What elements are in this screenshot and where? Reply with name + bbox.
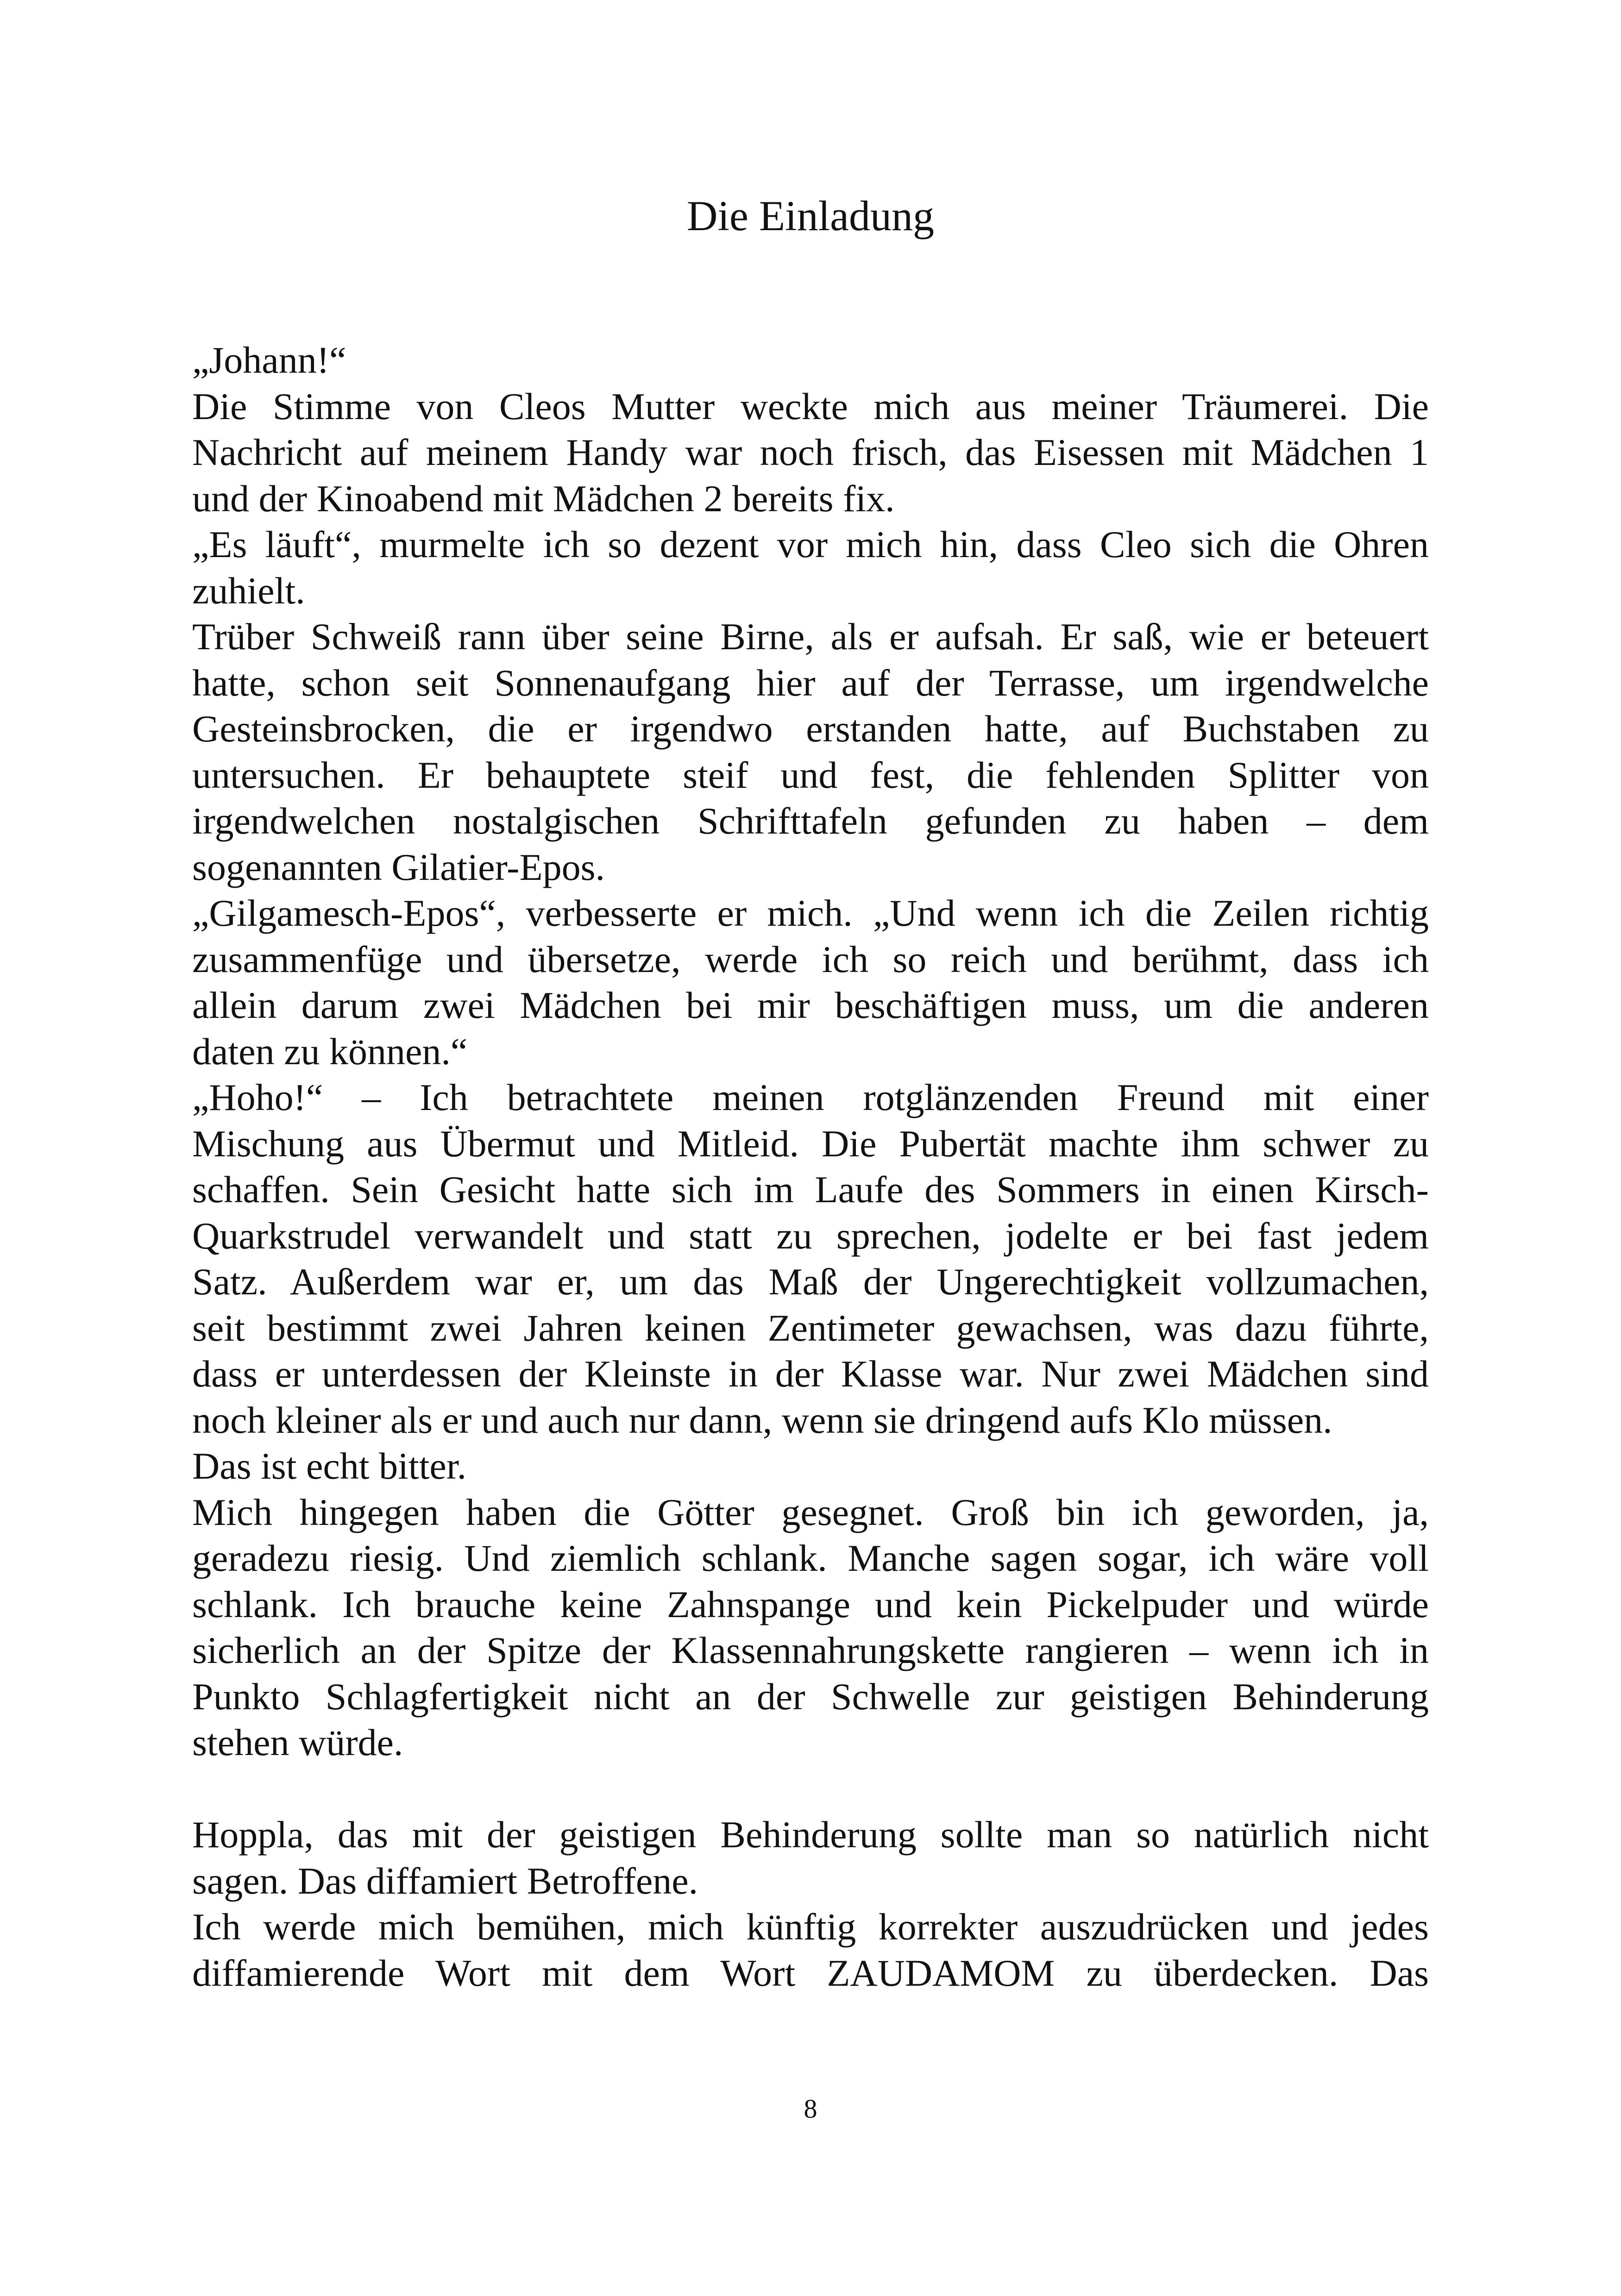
text-line: hatte, schon seit Sonnenaufgang hier auf der Terrasse, um irgendwelche [192,661,1429,704]
text-line: „Hoho!“ – Ich betrachtete meinen rotglänzenden Freund mit einer [192,1076,1429,1118]
text-line: Punkto Schlagfertigkeit nicht an der Schwelle zur geistigen Behinderung [192,1675,1429,1718]
text-line: allein darum zwei Mädchen bei mir beschäftigen muss, um die anderen [192,984,1429,1026]
text-line: und der Kinoabend mit Mädchen 2 bereits fix. [192,477,895,520]
text-line: seit bestimmt zwei Jahren keinen Zentimeter gewachsen, was dazu führte, [192,1306,1429,1349]
text-line: irgendwelchen nostalgischen Schrifttafeln gefunden zu haben – dem [192,800,1429,842]
text-line: Quarkstrudel verwandelt und statt zu sprechen, jodelte er bei fast jedem [192,1214,1429,1257]
blank-line [192,1766,1429,1812]
text-line: schlank. Ich brauche keine Zahnspange und kein Pickelpuder und würde [192,1583,1429,1625]
text-line: Gesteinsbrocken, die er irgendwo erstanden hatte, auf Buchstaben zu [192,708,1429,750]
text-line: sagen. Das diffamiert Betroffene. [192,1859,698,1902]
text-line: Ich werde mich bemühen, mich künftig korrekter auszudrücken und jedes [192,1906,1429,1948]
text-line: schaffen. Sein Gesicht hatte sich im Laufe des Sommers in einen Kirsch- [192,1168,1429,1211]
text-line: „Johann!“ [192,339,346,381]
chapter-title: Die Einladung [687,192,934,239]
text-line: Die Stimme von Cleos Mutter weckte mich aus meiner Träumerei. Die [192,385,1429,427]
text-line: noch kleiner als er und auch nur dann, wenn sie dringend aufs Klo müssen. [192,1399,1332,1441]
text-line: Hoppla, das mit der geistigen Behinderung sollte man so natürlich nicht [192,1813,1429,1856]
page-number: 8 [804,2094,817,2124]
text-line: Das ist echt bitter. [192,1445,467,1487]
text-line: Satz. Außerdem war er, um das Maß der Ungerechtigkeit vollzumachen, [192,1261,1429,1303]
text-line: Mischung aus Übermut und Mitleid. Die Pubertät machte ihm schwer zu [192,1122,1429,1165]
text-line: „Es läuft“, murmelte ich so dezent vor mich hin, dass Cleo sich die Ohren [192,523,1429,565]
text-line: diffamierende Wort mit dem Wort ZAUDAMOM zu überdecken. Das [192,1951,1429,1994]
text-line: „Gilgamesch-Epos“, verbesserte er mich. „Und wenn ich die Zeilen richtig [192,892,1429,934]
chapter-body [192,337,1429,1996]
text-line: stehen würde. [192,1721,403,1763]
text-line: sicherlich an der Spitze der Klassennahrungskette rangieren – wenn ich in [192,1629,1429,1671]
text-line: zuhielt. [192,569,305,612]
text-line: dass er unterdessen der Kleinste in der Klasse war. Nur zwei Mädchen sind [192,1353,1429,1395]
text-line: Nachricht auf meinem Handy war noch frisch, das Eisessen mit Mädchen 1 [192,431,1429,473]
text-line: zusammenfüge und übersetze, werde ich so reich und berühmt, dass ich [192,938,1429,980]
text-line: untersuchen. Er behauptete steif und fest, die fehlenden Splitter von [192,753,1429,796]
text-line: geradezu riesig. Und ziemlich schlank. Manche sagen sogar, ich wäre voll [192,1537,1429,1579]
text-line: Trüber Schweiß rann über seine Birne, als er aufsah. Er saß, wie er beteuert [192,615,1429,658]
text-line: daten zu können.“ [192,1030,468,1073]
text-line: sogenannten Gilatier-Epos. [192,846,605,888]
text-line: Mich hingegen haben die Götter gesegnet. Groß bin ich geworden, ja, [192,1491,1429,1533]
